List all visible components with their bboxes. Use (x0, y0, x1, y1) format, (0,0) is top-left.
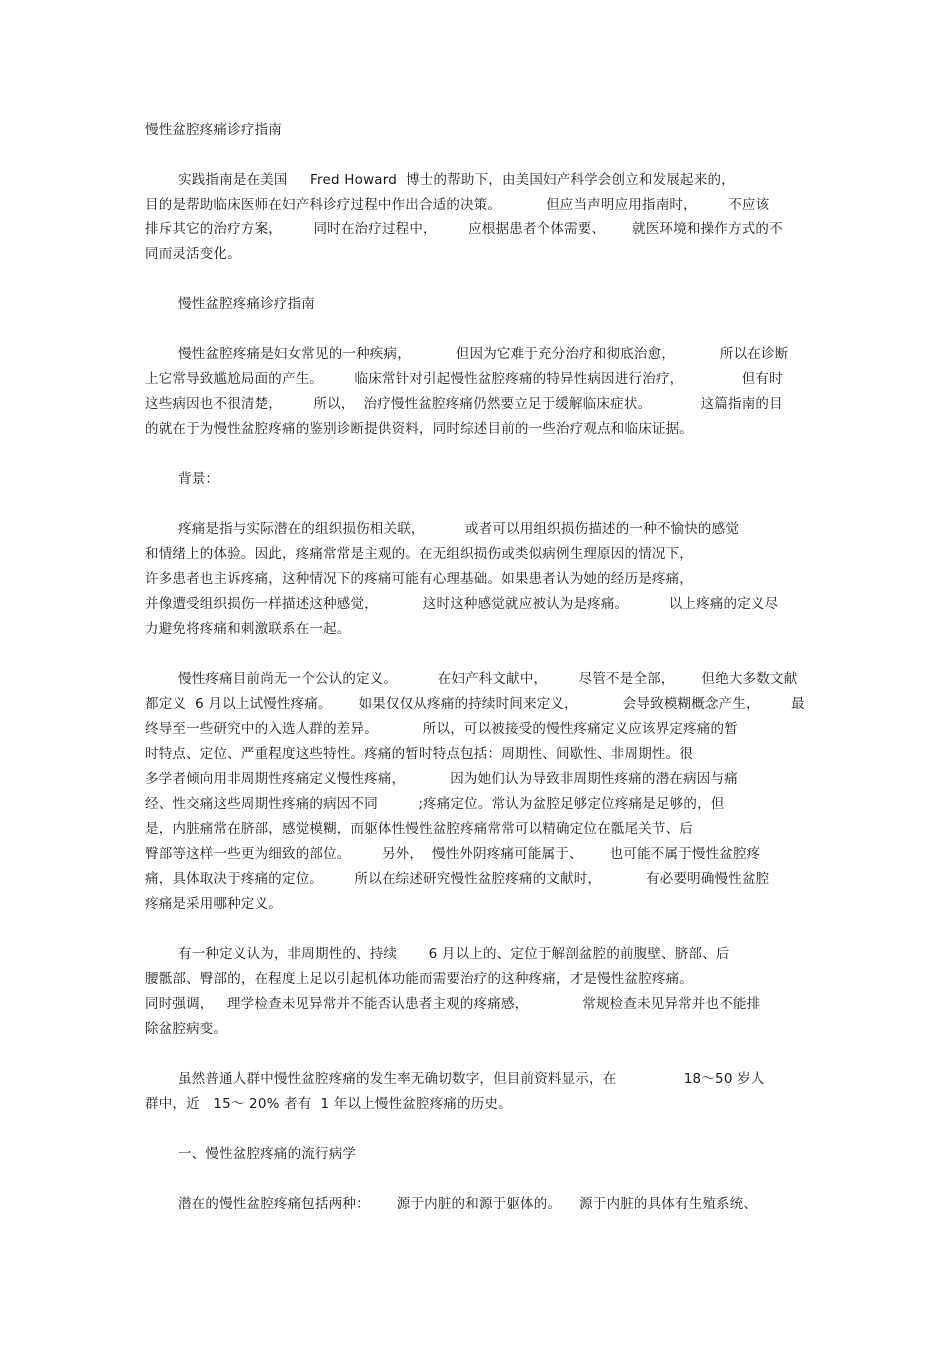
paragraph-line: 是，内脏痛常在脐部，感觉模糊，而躯体性慢性盆腔疼痛常常可以精确定位在骶尾关节、后 (145, 821, 693, 837)
intro-line: 目的是帮助临床医师在妇产科诊疗过程中作出合适的决策。 但应当声明应用指南时， 不应该 (145, 197, 770, 213)
paragraph-line: 力避免将疼痛和刺激联系在一起。 (145, 621, 351, 637)
paragraph-line: 并像遭受组织损伤一样描述这种感觉， 这时这种感觉就应被认为是疼痛。 以上疼痛的定义尽 (145, 596, 779, 612)
paragraph-line: 都定义 6 月以上试慢性疼痛。 如果仅仅从疼痛的持续时间来定义， 会导致模糊概念产生， 最 (145, 696, 805, 712)
paragraph-line: 慢性疼痛目前尚无一个公认的定义。 在妇产科文献中， 尽管不是全部， 但绝大多数文献 (178, 671, 798, 687)
paragraph-line: 潜在的慢性盆腔疼痛包括两种： 源于内脏的和源于躯体的。 源于内脏的具体有生殖系统、 (178, 1196, 758, 1212)
paragraph-line: 同时强调， 理学检查未见异常并不能否认患者主观的疼痛感， 常规检查未见异常并也不能排 (145, 996, 761, 1012)
paragraph-line: 这些病因也不很清楚， 所以， 治疗慢性盆腔疼痛仍然要立足于缓解临床症状。 这篇指南的目 (145, 396, 783, 412)
paragraph-line: 痛，具体取决于疼痛的定位。 所以在综述研究慢性盆腔疼痛的文献时， 有必要明确慢性盆腔 (145, 871, 770, 887)
paragraph-line: 除盆腔病变。 (145, 1021, 228, 1037)
intro-line: 实践指南是在美国 Fred Howard 博士的帮助下，由美国妇产科学会创立和发展起来的， (178, 172, 735, 188)
background-heading: 背景： (178, 471, 220, 487)
paragraph-line: 和情绪上的体验。因此，疼痛常常是主观的。在无组织损伤或类似病例生理原因的情况下， (145, 546, 693, 562)
paragraph-line: 有一种定义认为，非周期性的、持续 6 月以上的、定位于解剖盆腔的前腹壁、脐部、后 (178, 946, 730, 962)
paragraph-line: 许多患者也主诉疼痛，这种情况下的疼痛可能有心理基础。如果患者认为她的经历是疼痛， (145, 571, 693, 587)
paragraph-line: 虽然普通人群中慢性盆腔疼痛的发生率无确切数字，但目前资料显示，在 18～50 岁人 (178, 1071, 765, 1087)
paragraph-line: 腰骶部、臀部的，在程度上足以引起机体功能而需要治疗的这种疼痛，才是慢性盆腔疼痛。 (145, 971, 693, 987)
section-heading: 一、慢性盆腔疼痛的流行病学 (178, 1146, 357, 1162)
paragraph-line: 经、性交痛这些周期性疼痛的病因不同 ;疼痛定位。常认为盆腔足够定位疼痛是足够的，但 (145, 796, 725, 812)
paragraph-line: 多学者倾向用非周期性疼痛定义慢性疼痛， 因为她们认为导致非周期性疼痛的潜在病因与痛 (145, 771, 738, 787)
paragraph-line: 的就在于为慢性盆腔疼痛的鉴别诊断提供资料，同时综述目前的一些治疗观点和临床证据。 (145, 421, 693, 437)
paragraph-line: 慢性盆腔疼痛是妇女常见的一种疾病， 但因为它难于充分治疗和彻底治愈， 所以在诊断 (178, 346, 789, 362)
paragraph-line: 上它常导致尴尬局面的产生。 临床常针对引起慢性盆腔疼痛的特异性病因进行治疗， 但有时 (145, 371, 783, 387)
paragraph-line: 臀部等这样一些更为细致的部位。 另外， 慢性外阴疼痛可能属于、 也可能不属于慢性盆腔疼 (145, 846, 761, 862)
intro-line: 同而灵活变化。 (145, 246, 241, 262)
paragraph-line: 群中，近 15～ 20% 者有 1 年以上慢性盆腔疼痛的历史。 (145, 1096, 512, 1112)
paragraph-line: 疼痛是指与实际潜在的组织损伤相关联， 或者可以用组织损伤描述的一种不愉快的感觉 (178, 521, 740, 537)
intro-line: 排斥其它的治疗方案， 同时在治疗过程中， 应根据患者个体需要、 就医环境和操作方式的不 (145, 221, 783, 237)
paragraph-line: 时特点、定位、严重程度这些特性。疼痛的暂时特点包括：周期性、间歇性、非周期性。很 (145, 746, 693, 762)
paragraph-line: 终导至一些研究中的入选人群的差异。 所以，可以被接受的慢性疼痛定义应该界定疼痛的暂 (145, 721, 738, 737)
document-title: 慢性盆腔疼痛诊疗指南 (145, 122, 282, 138)
section-subtitle: 慢性盆腔疼痛诊疗指南 (178, 296, 315, 312)
paragraph-line: 疼痛是采用哪种定义。 (145, 896, 282, 912)
